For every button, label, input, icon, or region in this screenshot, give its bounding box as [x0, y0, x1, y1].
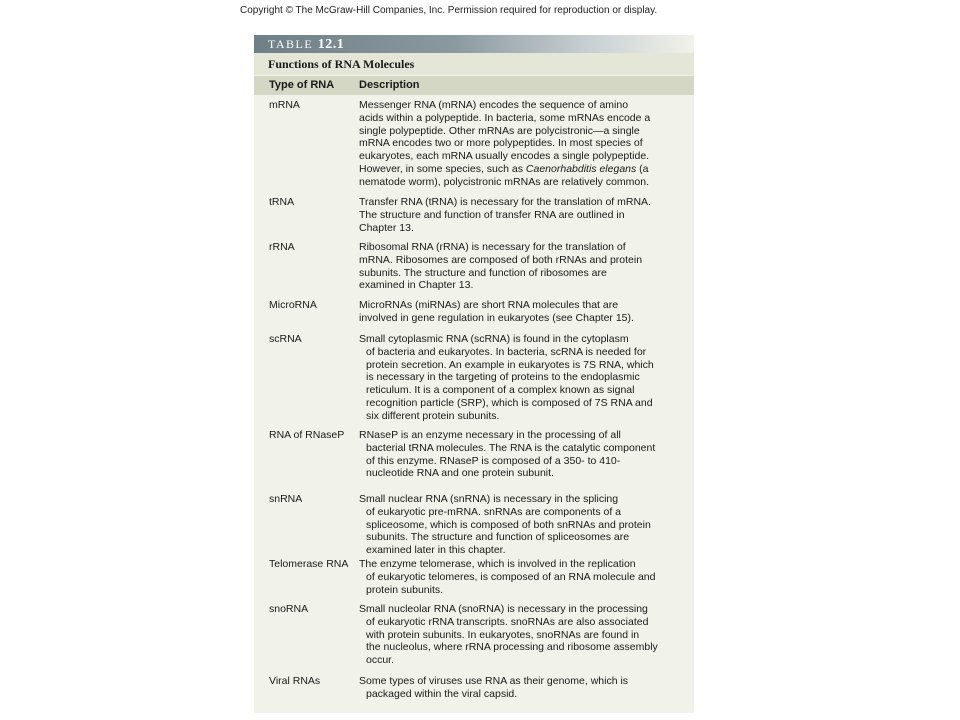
rna-type-cell: mRNA [269, 99, 300, 111]
description-line: Chapter 13. [359, 221, 414, 234]
description-line: Some types of viruses use RNA as their genome, which is [359, 675, 629, 687]
description-line: nematode worm), polycistronic mRNAs are relatively common. [359, 175, 650, 188]
table-label [254, 35, 694, 53]
table-label-prefix: TABLE [268, 37, 314, 51]
description-cell [359, 99, 689, 189]
description-line: mRNA. Ribosomes are composed of both rRNAs and protein [359, 253, 643, 266]
description-line: bacterial tRNA molecules. The RNA is the catalytic component [366, 441, 656, 454]
description-line: Small nucleolar RNA (snoRNA) is necessary in the processing [359, 603, 648, 615]
description-cell [359, 603, 689, 667]
description-line: with protein subunits. In eukaryotes, snoRNAs are found in [366, 628, 640, 641]
description-line: six different protein subunits. [366, 409, 500, 422]
rna-type-cell: Telomerase RNA [269, 558, 349, 570]
description-line: RNaseP is an enzyme necessary in the processing of all [359, 429, 621, 441]
rna-type-cell: Viral RNAs [269, 675, 321, 687]
description-line: MicroRNAs (miRNAs) are short RNA molecules that are [359, 299, 619, 311]
description-line: Messenger RNA (mRNA) encodes the sequence of amino [359, 99, 629, 111]
description-line: subunits. The structure and function of ribosomes are [359, 266, 607, 279]
description-line: of eukaryotic pre-mRNA. snRNAs are components of a [366, 505, 622, 518]
description-cell [359, 675, 689, 701]
description-line: protein secretion. An example in eukaryotes is 7S RNA, which [366, 358, 654, 371]
column-header-description: Description [359, 79, 420, 91]
description-line: nucleotide RNA and one protein subunit. [366, 467, 554, 480]
rna-type-cell: snoRNA [269, 603, 309, 615]
description-line: protein subunits. [366, 583, 444, 596]
description-line: of eukaryotic telomeres, is composed of an RNA molecule and [366, 570, 656, 583]
description-line: subunits. The structure and function of spliceosomes are [366, 531, 630, 544]
description-line: is necessary in the targeting of proteins to the endoplasmic [366, 371, 640, 384]
description-line: spliceosome, which is composed of both snRNAs and protein [366, 518, 651, 531]
description-line: The enzyme telomerase, which is involved in the replication [359, 558, 636, 570]
rna-type-cell: scRNA [269, 333, 302, 345]
column-header-type: Type of RNA [269, 79, 335, 91]
description-line: the nucleolus, where rRNA processing and ribosome assembly [366, 641, 658, 654]
table-number: 12.1 [317, 37, 345, 52]
table-header-row [254, 76, 694, 95]
description-line: Small cytoplasmic RNA (scRNA) is found in the cytoplasm [359, 333, 629, 345]
description-line: However, in some species, such as Caenorhabditis elegans (a [359, 162, 649, 175]
rna-type-cell: RNA of RNaseP [269, 429, 345, 441]
description-cell [359, 196, 689, 234]
description-line: mRNA encodes two or more polypeptides. In most species of [359, 137, 643, 150]
description-cell [359, 299, 689, 325]
description-line: single polypeptide. Other mRNAs are polycistronic—a single [359, 124, 640, 137]
description-cell [359, 429, 689, 480]
description-cell [359, 493, 689, 557]
description-line: packaged within the viral capsid. [366, 687, 518, 700]
rna-type-cell: tRNA [269, 196, 295, 208]
description-line: of eukaryotic rRNA transcripts. snoRNAs are also associated [366, 615, 649, 628]
description-line: Small nuclear RNA (snRNA) is necessary in the splicing [359, 493, 619, 505]
rna-type-cell: rRNA [269, 241, 295, 253]
description-line: of bacteria and eukaryotes. In bacteria, scRNA is needed for [366, 345, 647, 358]
description-line: involved in gene regulation in eukaryotes (see Chapter 15). [359, 311, 634, 324]
description-line: recognition particle (SRP), which is composed of 7S RNA and [366, 396, 653, 409]
rna-functions-table [254, 35, 694, 713]
description-line: Transfer RNA (tRNA) is necessary for the translation of mRNA. [359, 196, 651, 208]
description-cell [359, 241, 689, 292]
description-cell [359, 333, 689, 423]
rna-type-cell: MicroRNA [269, 299, 317, 311]
table-title: Functions of RNA Molecules [254, 53, 694, 75]
description-line: acids within a polypeptide. In bacteria, some mRNAs encode a [359, 111, 651, 124]
description-line: The structure and function of transfer RNA are outlined in [359, 208, 625, 221]
description-line: reticulum. It is a component of a complex known as signal [366, 384, 635, 397]
description-line: eukaryotes, each mRNA usually encodes a single polypeptide. [359, 150, 650, 163]
rna-type-cell: snRNA [269, 493, 303, 505]
description-line: examined later in this chapter. [366, 544, 506, 557]
description-cell [359, 558, 689, 596]
description-line: occur. [366, 654, 395, 667]
description-line: Ribosomal RNA (rRNA) is necessary for the translation of [359, 241, 626, 253]
description-line: of this enzyme. RNaseP is composed of a 350- to 410- [366, 454, 621, 467]
description-line: examined in Chapter 13. [359, 279, 474, 292]
copyright-notice: Copyright © The McGraw-Hill Companies, Inc. Permission required for reproduction or display. [240, 5, 658, 16]
